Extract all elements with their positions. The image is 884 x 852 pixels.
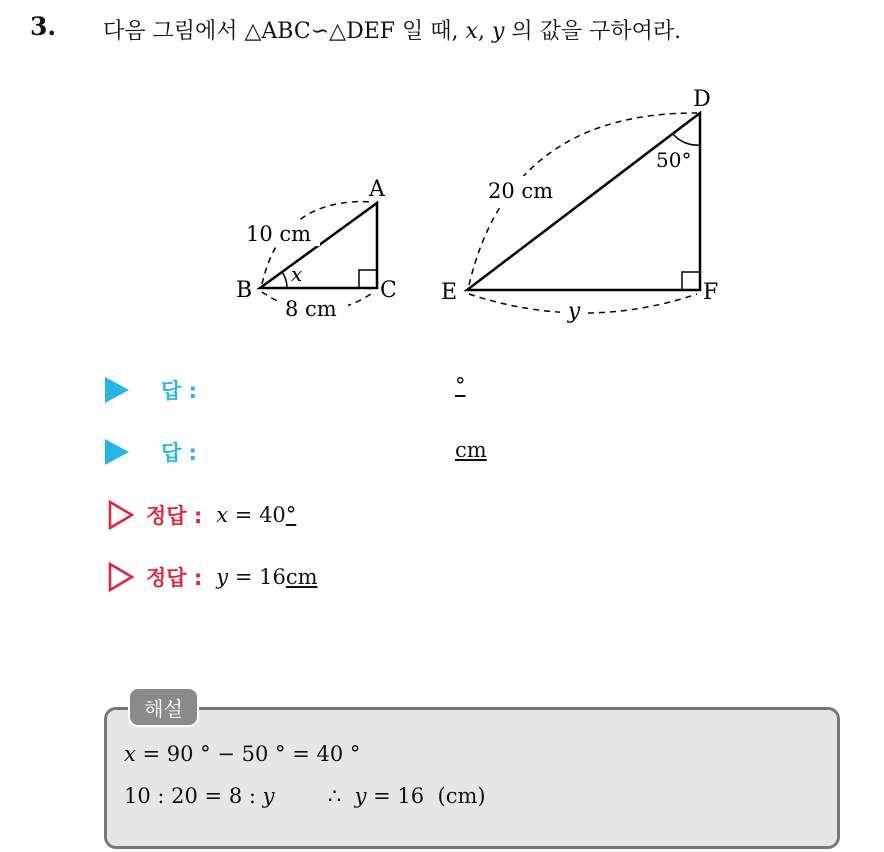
vertex-label-c: C	[380, 278, 397, 303]
outline-play-icon	[108, 500, 134, 530]
angle-arc-b	[282, 272, 287, 288]
angle-label-50: 50°	[656, 148, 692, 172]
side-label-bc: 8 cm	[285, 297, 337, 321]
angle-arc-d	[673, 134, 700, 145]
similar-triangles-figure	[0, 0, 884, 340]
answer-row-2	[105, 434, 197, 470]
correct-row-2	[108, 559, 318, 595]
explanation-line-1: x = 90 ° − 50 ° = 40 °	[124, 742, 361, 766]
right-angle-marker-f	[682, 272, 700, 290]
side-label-de: 20 cm	[488, 179, 554, 203]
vertex-label-f: F	[703, 280, 719, 305]
correct-label: 정답 :	[146, 566, 203, 590]
side-label-ab: 10 cm	[246, 222, 312, 246]
correct-answer-x: x = 40°	[216, 503, 297, 527]
explanation-line-2: 10 : 20 = 8 : y ∴ y = 16 (cm)	[124, 784, 486, 808]
answer-blank-2[interactable]: cm	[455, 438, 487, 462]
angle-label-x: x	[291, 262, 303, 286]
answer-label: 답 :	[161, 441, 197, 465]
vertex-label-d: D	[693, 87, 711, 112]
vertex-label-e: E	[441, 280, 458, 305]
answer-label: 답 :	[161, 379, 197, 403]
play-icon	[105, 439, 129, 465]
side-label-ef: y	[567, 299, 581, 324]
right-angle-marker-c	[359, 270, 377, 288]
correct-answer-y: y = 16cm	[216, 565, 318, 589]
vertex-label-b: B	[236, 278, 253, 303]
correct-row-1	[108, 497, 296, 533]
question-number: 3.	[30, 12, 57, 41]
question-text: 다음 그림에서 △ABC∽△DEF 일 때, x, y 의 값을 구하여라.	[103, 19, 682, 44]
explanation-tag: 해설	[128, 687, 199, 727]
play-icon	[105, 377, 129, 403]
correct-label: 정답 :	[146, 504, 203, 528]
answer-row-1	[105, 372, 197, 408]
vertex-label-a: A	[369, 177, 385, 202]
explanation-box	[104, 707, 840, 849]
answer-blank-1[interactable]: °	[455, 374, 466, 398]
outline-play-icon	[108, 562, 134, 592]
